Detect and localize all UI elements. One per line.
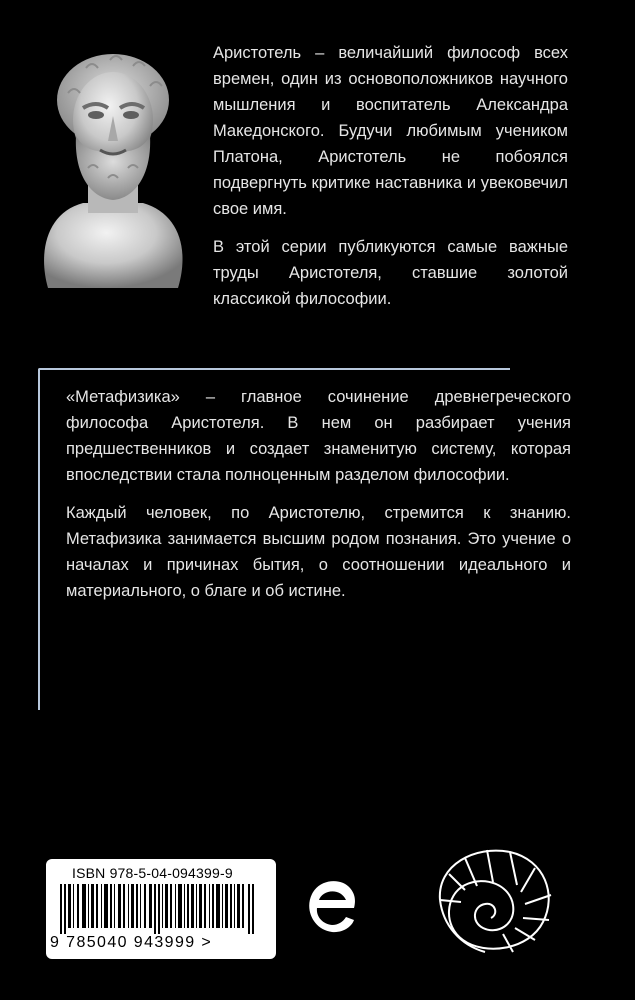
description-paragraph: Каждый человек, по Аристотелю, стремится к знанию. Метафизика занимается высшим родом познания. Это учение о началах и причинах бытия, о соотношении идеального и материального, о благе и об истине. (66, 504, 571, 600)
description-paragraph: «Метафизика» – главное сочинение древнегреческого философа Аристотеля. В нем он разбирает учения предшественников и создает знаменитую систему, которая впоследствии стала полноценным разделом философии. (66, 388, 571, 484)
barcode-box (46, 859, 276, 959)
description-text (66, 384, 571, 616)
intro-paragraph: Аристотель – величайший философ всех времен, один из основоположников научного мышления и воспитатель Александра Македонского. Будучи любимым учеником Платона, Аристотель не побоялся подвергнуть критике наставника и увековечил свое имя. (213, 44, 568, 218)
intro-paragraph: В этой серии публикуются самые важные труды Аристотеля, ставшие золотой классикой философии. (213, 238, 568, 308)
barcode-digits: 9 785040 943999 > (50, 934, 213, 951)
eksmo-logo-icon (302, 870, 362, 940)
nautilus-shell-icon (425, 840, 560, 960)
barcode-icon (58, 884, 264, 934)
intro-text (213, 40, 568, 324)
isbn-label: ISBN 978-5-04-094399-9 (72, 865, 233, 881)
aristotle-bust-icon (28, 38, 198, 288)
